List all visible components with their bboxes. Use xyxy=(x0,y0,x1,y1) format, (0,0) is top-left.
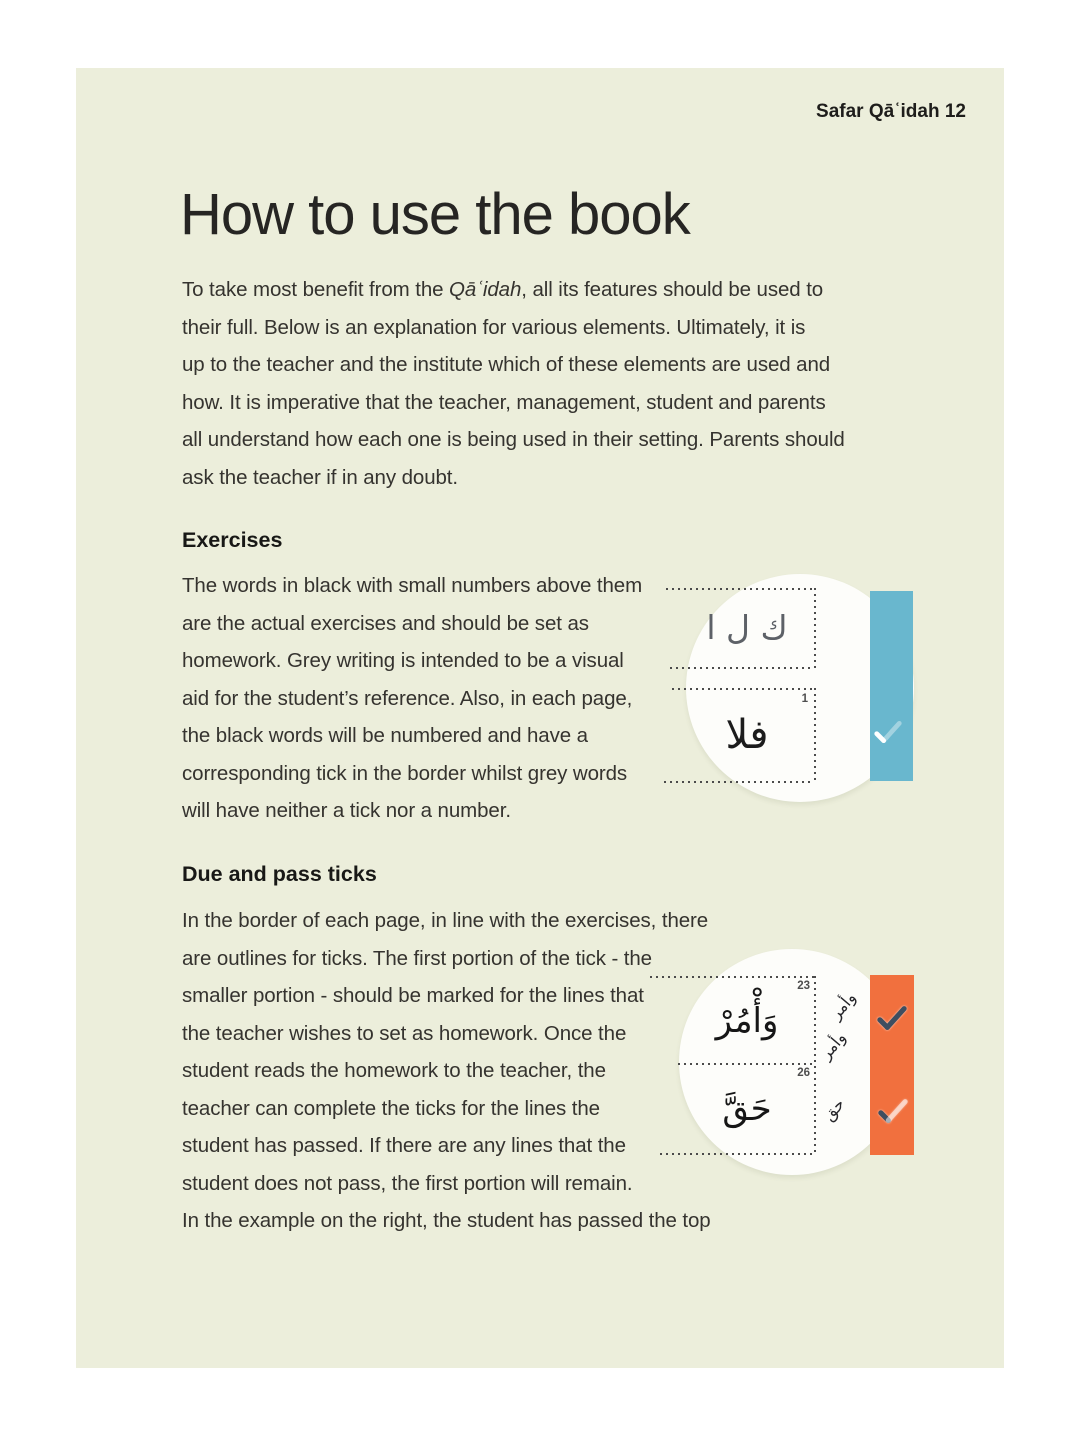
exercise-word-bottom: حَقَّ xyxy=(722,1089,772,1129)
text-line: aid for the student’s reference. Also, in each page, xyxy=(182,686,633,710)
exercise-number-top: 23 xyxy=(797,980,810,992)
exercises-paragraph xyxy=(182,567,642,830)
text-line: how. It is imperative that the teacher, management, student and parents xyxy=(182,390,826,414)
text-line: ask the teacher if in any doubt. xyxy=(182,465,459,489)
due-and-pass-ticks-paragraph xyxy=(182,902,711,1240)
black-exercise-word: فلا xyxy=(725,711,769,758)
exercise-word-top: وَأْمُرْ xyxy=(715,1000,779,1041)
page-header-text: Safar Qāʿidah 12 xyxy=(816,101,966,122)
text-line: the teacher wishes to set as homework. Once the xyxy=(182,1021,627,1045)
text-line: In the border of each page, in line with the exercises, there xyxy=(182,909,709,932)
handwritten-annotation: وأمر xyxy=(826,988,860,1023)
tick-outline-icon xyxy=(873,719,903,745)
text-line: are outlines for ticks. The first portion of the tick - the xyxy=(182,946,652,970)
grey-reference-word: ك ل ا xyxy=(706,608,788,647)
dotted-line xyxy=(814,588,816,669)
dotted-line xyxy=(670,667,814,669)
completed-tick-icon xyxy=(876,1004,908,1032)
dotted-line xyxy=(814,688,816,783)
text-line: student does not pass, the first portion will remain. xyxy=(182,1171,633,1195)
tick-example-illustration xyxy=(676,944,926,1204)
exercise-example-illustration xyxy=(676,573,926,833)
partial-tick-icon xyxy=(877,1097,909,1125)
section-heading-exercises: Exercises xyxy=(182,528,283,552)
text-line: corresponding tick in the border whilst grey words xyxy=(182,761,628,785)
text-line: teacher can complete the ticks for the lines the xyxy=(182,1096,600,1120)
text-line: smaller portion - should be marked for the lines that xyxy=(182,984,644,1007)
text-line: To take most benefit from the Qāʿidah, all its features should be used to xyxy=(182,278,824,301)
text-line: the black words will be numbered and have a xyxy=(182,724,588,747)
text-line: homework. Grey writing is intended to be a visual xyxy=(182,649,624,672)
handwritten-annotation: وأمر xyxy=(816,1028,850,1063)
intro-paragraph xyxy=(182,271,845,496)
section-heading-due-and-pass-ticks: Due and pass ticks xyxy=(182,862,377,886)
book-page xyxy=(76,68,1004,1368)
text-line: all understand how each one is being used in their setting. Parents should xyxy=(182,428,845,451)
text-line: their full. Below is an explanation for various elements. Ultimately, it is xyxy=(182,315,806,339)
text-line: student has passed. If there are any lines that the xyxy=(182,1134,626,1157)
dotted-line xyxy=(660,1153,814,1155)
handwritten-annotation: حق xyxy=(818,1094,849,1125)
dotted-line xyxy=(814,976,816,1153)
text-line: In the example on the right, the student has passed the top xyxy=(182,1209,711,1232)
orange-border-bar xyxy=(870,975,914,1155)
text-line: will have neither a tick nor a number. xyxy=(182,799,511,822)
text-line: are the actual exercises and should be set as xyxy=(182,611,589,635)
page-title: How to use the book xyxy=(180,182,690,247)
blue-border-bar xyxy=(870,591,913,781)
text-line: The words in black with small numbers above them xyxy=(182,574,643,597)
text-line: student reads the homework to the teacher, the xyxy=(182,1059,606,1082)
text-line: up to the teacher and the institute which of these elements are used and xyxy=(182,353,831,376)
dotted-line xyxy=(664,781,814,783)
exercise-number: 1 xyxy=(801,693,808,705)
exercise-number-bottom: 26 xyxy=(797,1067,810,1079)
